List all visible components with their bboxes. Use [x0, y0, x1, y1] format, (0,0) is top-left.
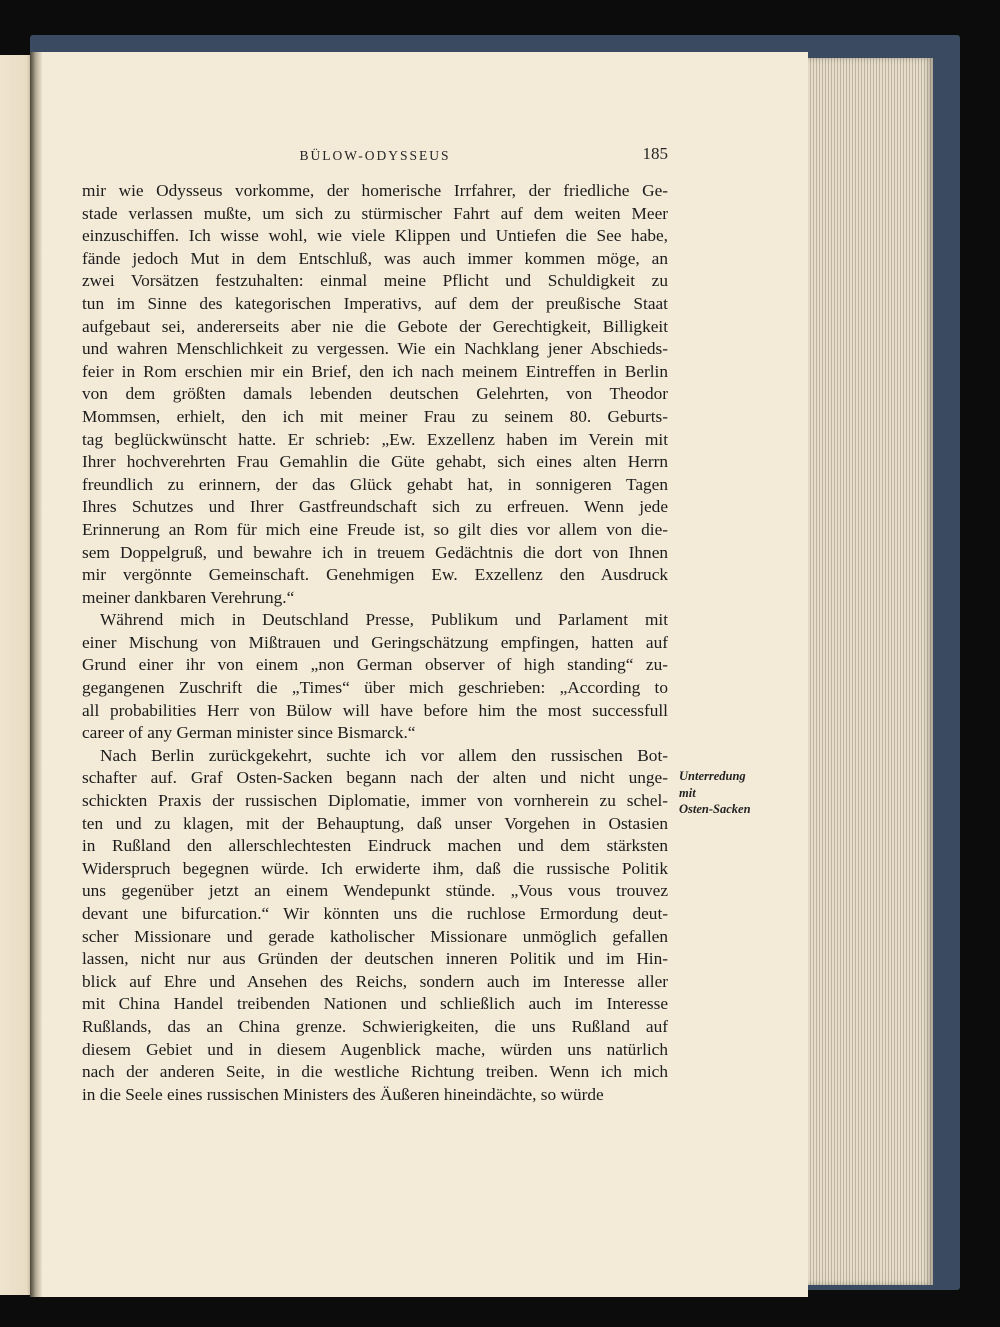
text-line: meiner dankbaren Verehrung.“	[82, 587, 295, 607]
page-number: 185	[642, 144, 668, 163]
text-line: und wahren Menschlichkeit zu vergessen. Wie ein Nachklang jener Abschieds-	[82, 339, 668, 359]
text-line: freundlich zu erinnern, der das Glück gehabt hat, in sonnigeren Tagen	[82, 474, 668, 494]
text-line: lassen, nicht nur aus Gründen der deutschen inneren Politik und im Hin-	[82, 949, 668, 969]
text-line: in Rußland den allerschlechtesten Eindruck machen und dem stärksten	[82, 836, 668, 856]
margin-note-line: Osten-Sacken	[679, 802, 751, 816]
text-line: von dem größten damals lebenden deutschen Gelehrten, von Theodor	[82, 384, 668, 404]
page-stack-edges	[808, 58, 933, 1285]
text-line: gegangenen Zuschrift die „Times“ über mich geschrieben: „According to	[82, 678, 668, 698]
text-line: Während mich in Deutschland Presse, Publikum und Parlament mit	[100, 610, 668, 630]
text-line: mir wie Odysseus vorkomme, der homerische Irrfahrer, der friedliche Ge-	[82, 181, 668, 200]
text-line: Erinnerung an Rom für mich eine Freude ist, so gilt dies vor allem von die-	[82, 519, 668, 539]
text-line: sem Doppelgruß, und bewahre ich in treuem Gedächtnis die dort von Ihnen	[82, 542, 668, 562]
text-line: uns gegenüber jetzt an einem Wendepunkt stünde. „Vous vous trouvez	[82, 881, 668, 901]
text-line: Nach Berlin zurückgekehrt, suchte ich vor allem den russischen Bot-	[100, 745, 668, 765]
text-line: schickten Praxis der russischen Diplomatie, immer von vornherein zu schel-	[82, 791, 668, 811]
text-line: Grund einer ihr von einem „non German observer of high standing“ zu-	[82, 655, 668, 675]
text-line: mit China Handel treibenden Nationen und schließlich auch im Interesse	[82, 994, 668, 1014]
text-line: Ihrer hochverehrten Frau Gemahlin die Güte gehabt, sich eines alten Herrn	[82, 452, 668, 472]
margin-note-line: Unterredung	[679, 769, 746, 783]
text-line: career of any German minister since Bismarck.“	[82, 723, 416, 743]
margin-note	[679, 768, 789, 818]
text-line: Widerspruch begegnen würde. Ich erwiderte ihm, daß die russische Politik	[82, 858, 668, 878]
text-line: blick auf Ehre und Ansehen des Reichs, sondern auch im Interesse aller	[82, 971, 668, 991]
text-line: einzuschiffen. Ich wisse wohl, wie viele Klippen und Untiefen die See habe,	[82, 226, 668, 246]
text-line: einer Mischung von Mißtrauen und Geringschätzung empfingen, hatten auf	[82, 632, 668, 652]
text-line: mir vergönnte Gemeinschaft. Genehmigen Ew. Exzellenz den Ausdruck	[82, 565, 668, 585]
book-gutter	[30, 52, 42, 1297]
text-line: diesem Gebiet und in diesem Augenblick mache, würden uns natürlich	[82, 1039, 668, 1059]
text-line: tun im Sinne des kategorischen Imperativs, auf dem der preußische Staat	[82, 293, 668, 313]
text-line: nach der anderen Seite, in die westliche Richtung treiben. Wenn ich mich	[82, 1062, 668, 1082]
text-line: stade verlassen mußte, um sich zu stürmischer Fahrt auf dem weiten Meer	[82, 203, 668, 223]
text-line: fände jedoch Mut in dem Entschluß, was auch immer kommen möge, an	[82, 248, 668, 268]
text-line: Rußlands, das an China grenze. Schwierigkeiten, die uns Rußland auf	[82, 1016, 668, 1036]
text-line: tag beglückwünscht hatte. Er schrieb: „Ew. Exzellenz haben im Verein mit	[82, 429, 668, 449]
body-text	[82, 180, 668, 1106]
text-line: Mommsen, erhielt, den ich mit meiner Frau zu seinem 80. Geburts-	[82, 406, 668, 426]
text-line: zwei Vorsätzen festzuhalten: einmal meine Pflicht und Schuldigkeit zu	[82, 271, 668, 291]
text-line: all probabilities Herr von Bülow will have before him the most successfull	[82, 700, 668, 720]
margin-note-line: mit	[679, 785, 696, 800]
text-line: scher Missionare und gerade katholischer Missionare unmöglich gefallen	[82, 926, 668, 946]
text-line: devant une bifurcation.“ Wir könnten uns die ruchlose Ermordung deut-	[82, 904, 668, 923]
text-line: Ihres Schutzes und Ihrer Gastfreundschaft sich zu erfreuen. Wenn jede	[82, 497, 668, 517]
text-line: feier in Rom erschien mir ein Brief, den ich nach meinem Eintreffen in Berlin	[82, 361, 668, 381]
text-line: ten und zu klagen, mit der Behauptung, daß unser Vorgehen in Ostasien	[82, 813, 668, 833]
running-head	[82, 144, 668, 172]
running-head-title: BÜLOW-ODYSSEUS	[299, 148, 451, 163]
text-line: schafter auf. Graf Osten-Sacken begann nach der alten und nicht unge-	[82, 768, 668, 788]
text-line: in die Seele eines russischen Ministers des Äußeren hineindächte, so würde	[82, 1084, 604, 1104]
text-line: aufgebaut sei, andererseits aber nie die Gebote der Gerechtigkeit, Billigkeit	[82, 316, 668, 336]
